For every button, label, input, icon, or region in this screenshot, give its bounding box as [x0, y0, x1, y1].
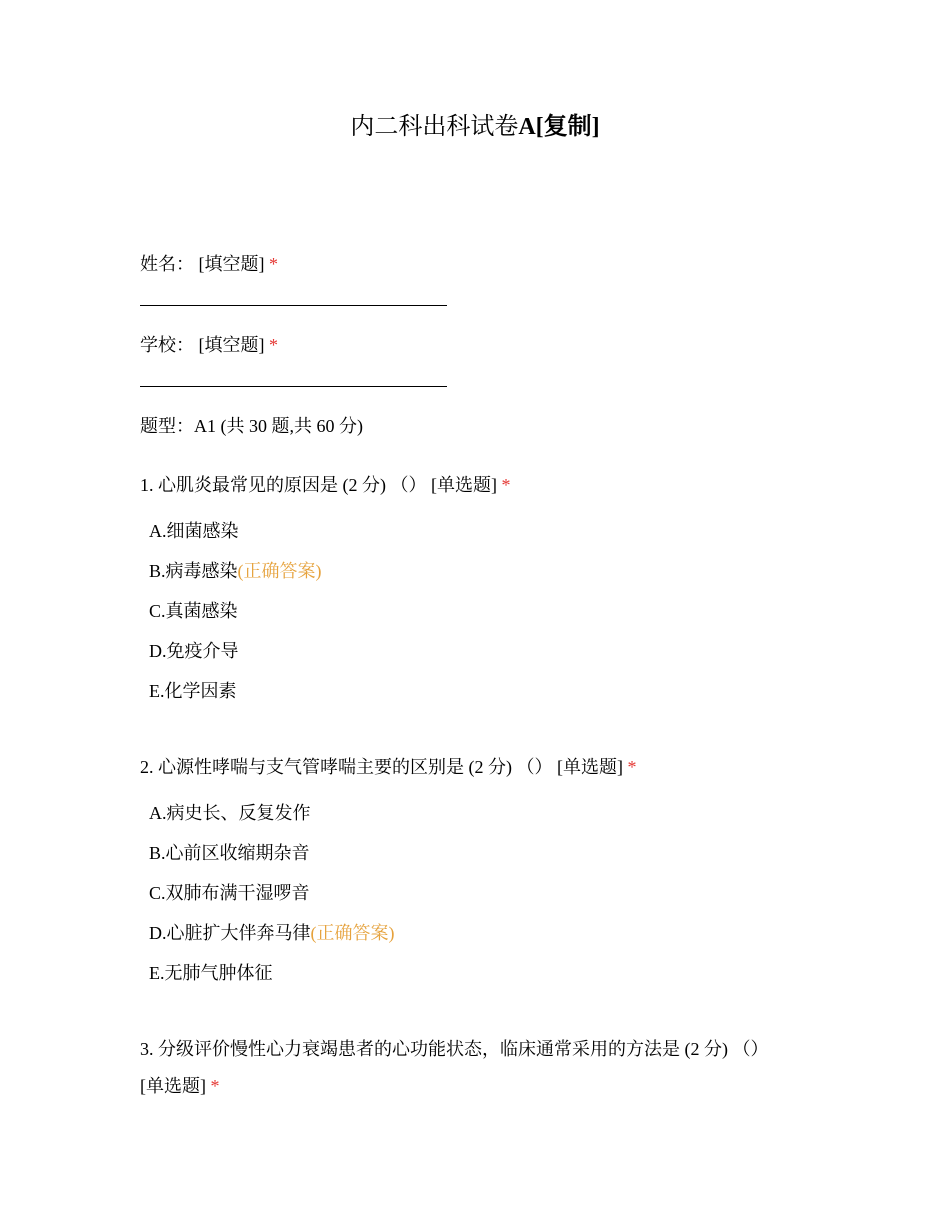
question-3-line2	[140, 1074, 220, 1098]
question-1-text: 1. 心肌炎最常见的原因是 (2 分) （） [单选题]	[140, 475, 497, 495]
field-school-label: 学校：	[140, 335, 194, 355]
option-text: B.心前区收缩期杂音	[149, 843, 310, 863]
section-header: 题型：A1 (共 30 题,共 60 分)	[140, 416, 363, 436]
required-marker: *	[269, 335, 278, 355]
option-text: C.双肺布满干湿啰音	[149, 883, 310, 903]
field-school-label-row	[140, 333, 278, 357]
question-2-text: 2. 心源性哮喘与支气管哮喘主要的区别是 (2 分) （） [单选题]	[140, 757, 623, 777]
title-main: 内二科出科试卷	[350, 114, 519, 140]
option-text: A.细菌感染	[149, 521, 239, 541]
question-3-type: [单选题]	[140, 1076, 206, 1096]
q1-option-a[interactable]	[149, 519, 239, 543]
q2-option-a[interactable]	[149, 801, 311, 825]
q1-option-d[interactable]	[149, 639, 239, 663]
question-3	[140, 1037, 769, 1061]
required-marker: *	[501, 475, 511, 495]
option-text: C.真菌感染	[149, 601, 238, 621]
q2-option-c[interactable]	[149, 881, 310, 905]
school-input-blank[interactable]	[140, 386, 447, 387]
title-suffix: A[复制]	[518, 114, 600, 140]
option-text: E.化学因素	[149, 681, 237, 701]
option-text: E.无肺气肿体征	[149, 963, 273, 983]
required-marker: *	[210, 1076, 220, 1096]
name-input-blank[interactable]	[140, 305, 447, 306]
q1-option-e[interactable]	[149, 679, 237, 703]
question-1	[140, 473, 510, 497]
field-school-type: [填空题]	[198, 335, 265, 355]
q1-option-c[interactable]	[149, 599, 238, 623]
q2-option-e[interactable]	[149, 961, 273, 985]
option-text: A.病史长、反复发作	[149, 803, 311, 823]
field-name-label: 姓名：	[140, 254, 194, 274]
correct-answer-mark: (正确答案)	[310, 923, 395, 943]
correct-answer-mark: (正确答案)	[237, 561, 322, 581]
option-text: D.心脏扩大伴奔马律	[149, 923, 311, 943]
question-2	[140, 755, 636, 779]
field-name-type: [填空题]	[198, 254, 265, 274]
q1-option-b[interactable]	[149, 559, 322, 583]
required-marker: *	[269, 254, 278, 274]
option-text: D.免疫介导	[149, 641, 239, 661]
field-name-label-row	[140, 252, 278, 276]
q2-option-d[interactable]	[149, 921, 395, 945]
required-marker: *	[627, 757, 637, 777]
question-3-text: 3. 分级评价慢性心力衰竭患者的心功能状态，临床通常采用的方法是 (2 分) （）	[140, 1039, 769, 1059]
option-text: B.病毒感染	[149, 561, 238, 581]
q2-option-b[interactable]	[149, 841, 310, 865]
page-title	[0, 110, 950, 144]
